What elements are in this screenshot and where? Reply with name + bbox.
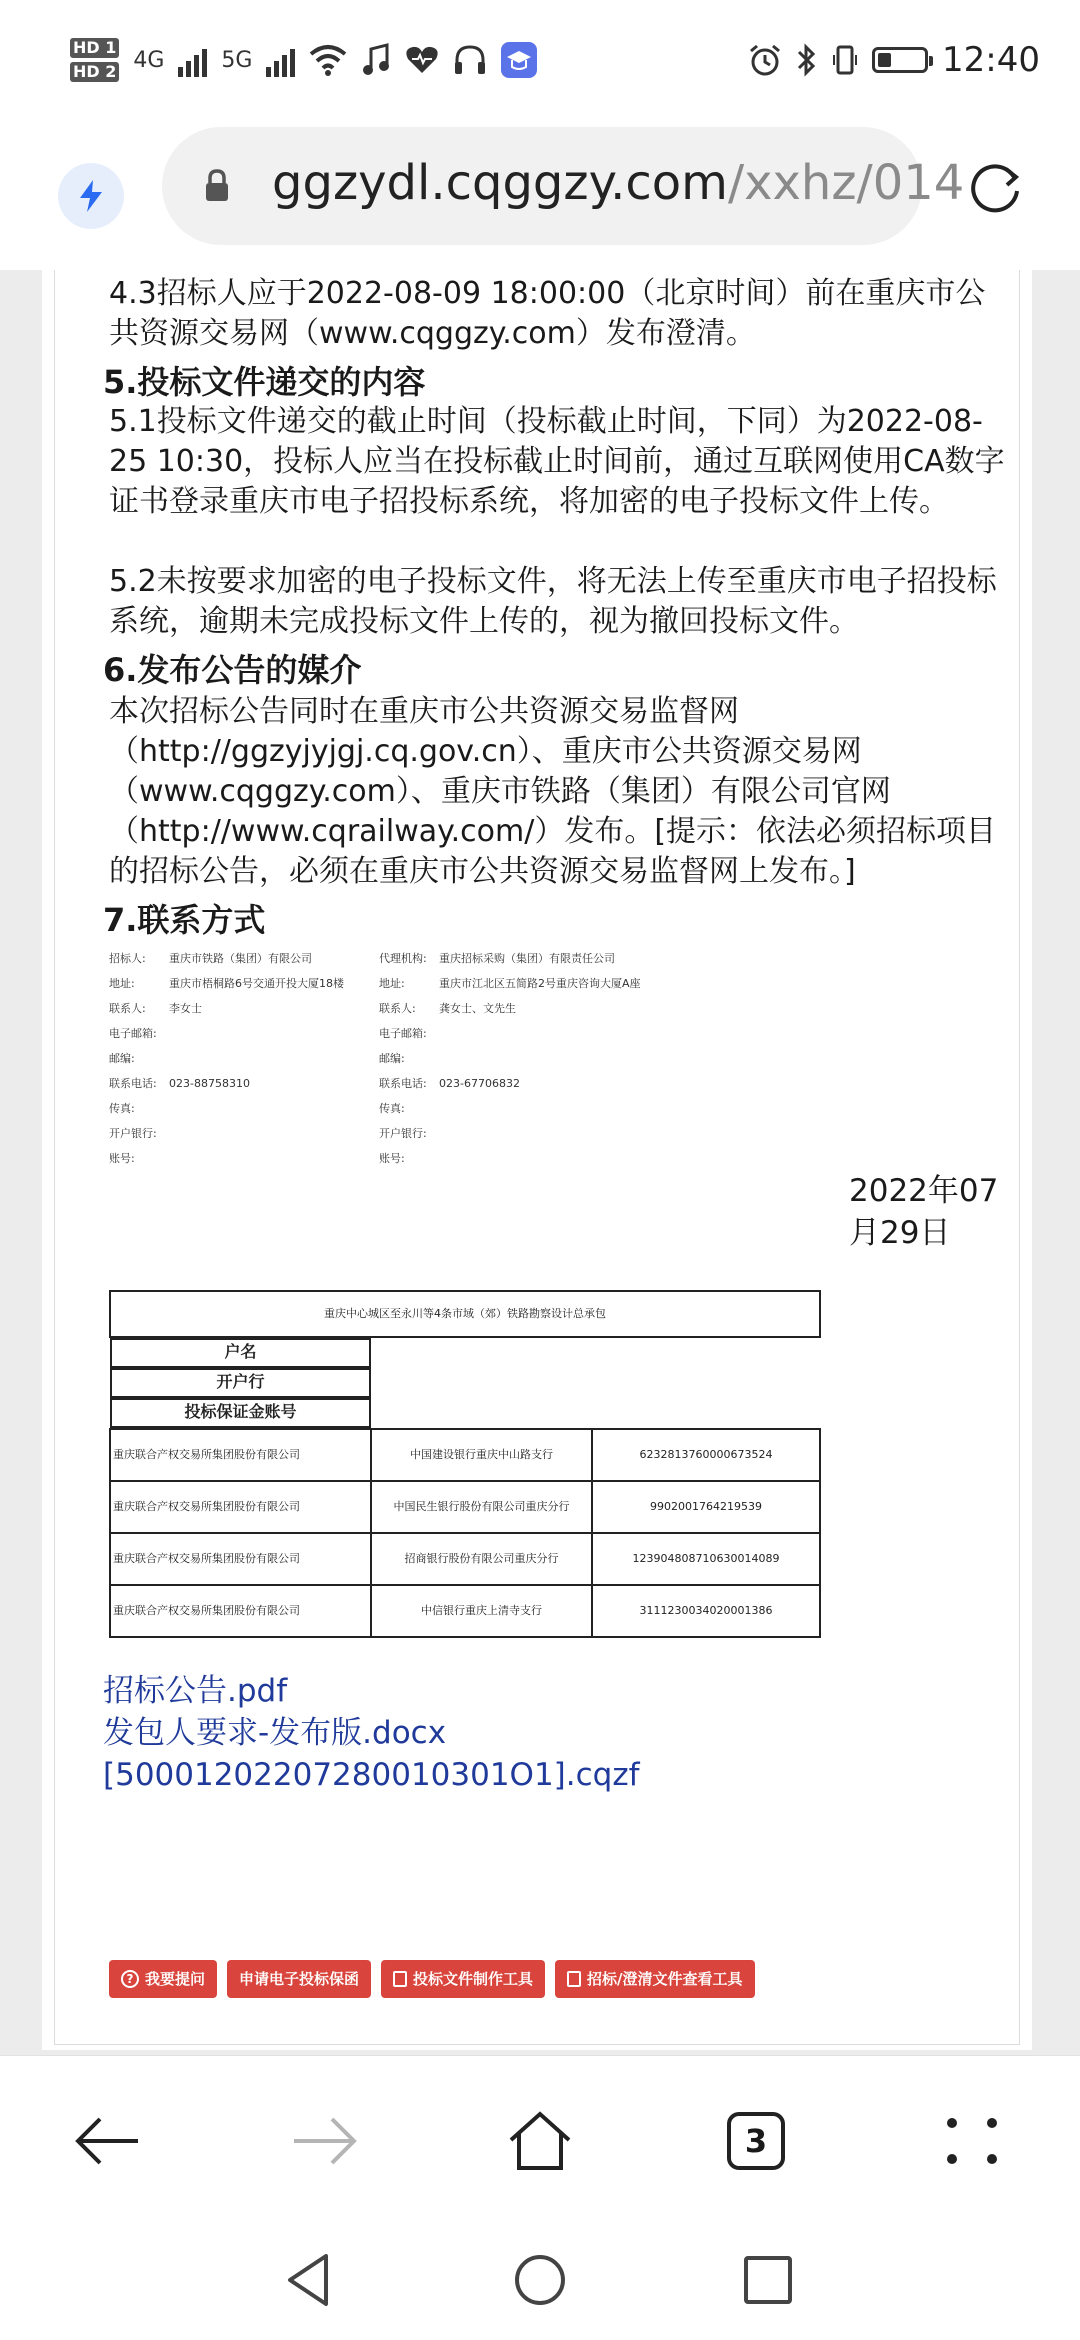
contact-label: 联系人: xyxy=(109,1002,146,1015)
contact-label: 地址: xyxy=(109,977,135,990)
attachment-link[interactable]: 发包人要求-发布版.docx xyxy=(103,1715,447,1751)
contact-label: 开户银行: xyxy=(379,1127,427,1140)
music-icon xyxy=(361,43,391,77)
bluetooth-icon xyxy=(796,43,818,77)
app-badge-icon xyxy=(501,42,537,78)
contact-label: 联系电话: xyxy=(379,1077,427,1090)
table-cell: 9902001764219539 xyxy=(592,1481,820,1533)
status-time: 12:40 xyxy=(942,40,1040,80)
contact-value: 023-88758310 xyxy=(169,1077,250,1090)
contact-label: 开户银行: xyxy=(109,1127,157,1140)
table-caption: 重庆中心城区至永川等4条市域（郊）铁路勘察设计总承包 xyxy=(110,1291,820,1337)
contact-value xyxy=(169,1021,379,1046)
page-viewport[interactable] xyxy=(0,270,1080,2055)
publish-date: 2022年07月29日 xyxy=(849,1173,999,1251)
table-header: 开户行 xyxy=(110,1368,371,1398)
clause-5-2: 5.2未按要求加密的电子投标文件，将无法上传至重庆市电子招投标系统，逾期未完成投标文件上传的，视为撤回投标文件。 xyxy=(109,564,997,639)
url-path: /xxhz/014 xyxy=(727,155,965,211)
signal1-icon xyxy=(178,43,207,77)
hd1-label: HD 1 xyxy=(70,38,119,58)
lightning-icon[interactable] xyxy=(58,163,124,229)
view-tool-button[interactable] xyxy=(555,1960,754,1998)
forward-icon[interactable] xyxy=(280,2096,370,2186)
deposit-account-table xyxy=(109,1290,821,1638)
attachment-list xyxy=(103,1670,640,1796)
table-cell: 123904808710630014089 xyxy=(592,1533,820,1585)
reload-icon[interactable] xyxy=(962,155,1028,221)
system-nav-bar xyxy=(0,2225,1080,2340)
document-icon xyxy=(567,1971,581,1987)
contact-value xyxy=(169,1096,379,1121)
tab-count: 3 xyxy=(727,2112,785,2170)
table-header: 户名 xyxy=(110,1338,371,1368)
page-paper xyxy=(42,270,1032,2050)
hd2-label: HD 2 xyxy=(70,62,119,82)
bid-tool-button[interactable] xyxy=(381,1960,545,1998)
battery-icon xyxy=(872,47,928,73)
table-row xyxy=(110,1481,820,1533)
contact-value: 龚女士、文先生 xyxy=(439,1002,516,1015)
address-bar[interactable] xyxy=(162,127,965,245)
url-text[interactable] xyxy=(272,155,965,211)
clause-5-1: 5.1投标文件递交的截止时间（投标截止时间，下同）为2022-08-25 10:30，投标人应当在投标截止时间前，通过互联网使用CA数字证书登录重庆市电子招投标系统，将加密的电子投标文件上传。 xyxy=(109,404,1005,519)
contact-row xyxy=(109,1121,729,1146)
contact-value: 李女士 xyxy=(169,1002,202,1015)
vibrate-icon xyxy=(832,43,858,77)
heading-6: 6.发布公告的媒介 xyxy=(103,651,362,689)
contact-row xyxy=(109,971,729,996)
heading-7: 7.联系方式 xyxy=(103,901,266,939)
contact-value xyxy=(169,1146,379,1171)
signal2-icon xyxy=(266,43,295,77)
contact-row xyxy=(109,946,729,971)
contact-row xyxy=(109,1021,729,1046)
table-cell: 重庆联合产权交易所集团股份有限公司 xyxy=(110,1533,371,1585)
contact-value: 023-67706832 xyxy=(439,1077,520,1090)
table-cell: 重庆联合产权交易所集团股份有限公司 xyxy=(110,1429,371,1481)
ask-label: 我要提问 xyxy=(145,1970,206,1988)
table-row xyxy=(110,1533,820,1585)
browser-toolbar xyxy=(0,125,1080,270)
contact-value: 重庆招标采购（集团）有限责任公司 xyxy=(439,952,615,965)
document-icon xyxy=(393,1971,407,1987)
view-tool-label: 招标/澄清文件查看工具 xyxy=(587,1970,743,1988)
contact-label: 邮编: xyxy=(109,1052,135,1065)
contact-label: 传真: xyxy=(379,1102,405,1115)
contact-label: 账号: xyxy=(379,1152,405,1165)
contact-label: 代理机构: xyxy=(379,952,427,965)
contact-value xyxy=(169,1121,379,1146)
contact-label: 地址: xyxy=(379,977,405,990)
make-tool-label: 投标文件制作工具 xyxy=(413,1970,534,1988)
contact-value xyxy=(169,1046,379,1071)
question-icon: ? xyxy=(121,1970,139,1988)
contact-value: 重庆市江北区五简路2号重庆咨询大厦A座 xyxy=(439,977,641,990)
sys-home-icon[interactable] xyxy=(510,2250,570,2310)
alarm-icon xyxy=(748,43,782,77)
action-buttons xyxy=(109,1960,755,1998)
hd-indicator xyxy=(70,36,119,84)
contact-label: 联系人: xyxy=(379,1002,416,1015)
contact-row xyxy=(109,996,729,1021)
wifi-icon xyxy=(309,44,347,76)
contact-label: 电子邮箱: xyxy=(379,1027,427,1040)
table-cell: 6232813760000673524 xyxy=(592,1429,820,1481)
table-row xyxy=(110,1585,820,1637)
status-bar xyxy=(0,0,1080,125)
contact-label: 邮编: xyxy=(379,1052,405,1065)
clause-4-3: 4.3招标人应于2022-08-09 18:00:00（北京时间）前在重庆市公共资源交易网（www.cqggzy.com）发布澄清。 xyxy=(109,276,986,351)
guarantee-label: 申请电子投标保函 xyxy=(239,1970,360,1988)
table-cell: 重庆联合产权交易所集团股份有限公司 xyxy=(110,1481,371,1533)
contact-label: 传真: xyxy=(109,1102,135,1115)
contact-label: 联系电话: xyxy=(109,1077,157,1090)
back-icon[interactable] xyxy=(62,2096,152,2186)
heading-5: 5.投标文件递交的内容 xyxy=(103,363,426,401)
clause-6: 本次招标公告同时在重庆市公共资源交易监督网（http://ggzyjyjgj.cq.gov.cn）、重庆市公共资源交易网（www.cqggzy.com）、重庆市铁路（集团）有限公司官网（http://www.cqrailway.com/）发布。[提示：依法必须招标项目的招标公告，必须在重庆市公共资源交易监督网上发布。] xyxy=(109,694,997,889)
contact-row xyxy=(109,1096,729,1121)
attachment-link[interactable]: 招标公告.pdf xyxy=(103,1673,288,1709)
table-cell: 重庆联合产权交易所集团股份有限公司 xyxy=(110,1585,371,1637)
sys-recents-icon[interactable] xyxy=(738,2250,798,2310)
attachment-link[interactable]: [50001202207280010301O1].cqzf xyxy=(103,1757,640,1793)
contact-label: 招标人: xyxy=(109,952,146,965)
contact-row xyxy=(109,1071,729,1096)
health-icon xyxy=(405,45,439,75)
table-row xyxy=(110,1429,820,1481)
home-icon[interactable] xyxy=(495,2096,585,2186)
sys-back-icon[interactable] xyxy=(280,2250,340,2310)
tabs-icon[interactable] xyxy=(711,2096,801,2186)
contact-value: 重庆市梧桐路6号交通开投大厦18楼 xyxy=(169,977,344,990)
status-left xyxy=(70,30,537,90)
table-header: 投标保证金账号 xyxy=(110,1398,371,1428)
net2-label: 5G xyxy=(221,47,253,73)
lock-icon xyxy=(204,169,230,203)
table-cell: 招商银行股份有限公司重庆分行 xyxy=(371,1533,592,1585)
contact-value: 重庆市铁路（集团）有限公司 xyxy=(169,952,312,965)
contact-row xyxy=(109,1046,729,1071)
table-cell: 中国建设银行重庆中山路支行 xyxy=(371,1429,592,1481)
table-cell: 中国民生银行股份有限公司重庆分行 xyxy=(371,1481,592,1533)
contact-label: 电子邮箱: xyxy=(109,1027,157,1040)
menu-icon[interactable] xyxy=(927,2096,1017,2186)
contact-info xyxy=(109,946,729,1171)
ask-question-button[interactable] xyxy=(109,1960,217,1998)
url-host: ggzydl.cqggzy.com xyxy=(272,155,728,211)
contact-row xyxy=(109,1146,729,1171)
page-frame xyxy=(54,270,1020,2045)
apply-guarantee-button[interactable] xyxy=(227,1960,371,1998)
net1-label: 4G xyxy=(133,47,165,73)
browser-bottom-nav xyxy=(0,2055,1080,2226)
headphones-icon xyxy=(453,44,487,76)
status-right xyxy=(748,30,1040,90)
table-cell: 3111230034020001386 xyxy=(592,1585,820,1637)
contact-label: 账号: xyxy=(109,1152,135,1165)
table-cell: 中信银行重庆上清寺支行 xyxy=(371,1585,592,1637)
